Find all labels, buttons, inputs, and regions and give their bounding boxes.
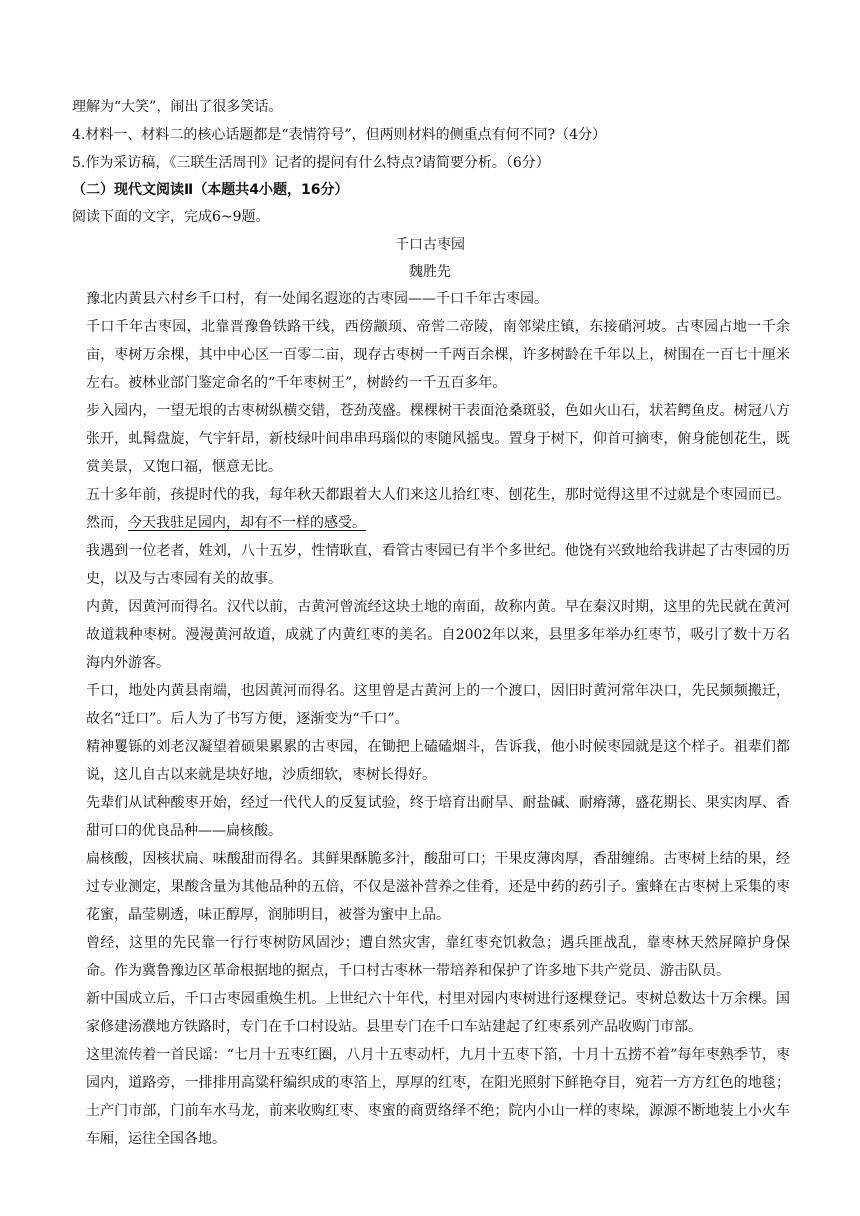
underlined-sentence: 今天我驻足园内，却有不一样的感受。 <box>128 515 366 531</box>
paragraph-with-underline <box>72 481 790 537</box>
question-5: 5.作为采访稿，《三联生活周刊》记者的提问有什么特点?请简要分析。（6分） <box>72 155 550 171</box>
paragraph: 新中国成立后，千口古枣园重焕生机。上世纪六十年代，村里对园内枣树进行逐棵登记。枣树总数达十万余棵。国家修建汤濮地方铁路时，专门在千口村设站。县里专门在千口车站建起了红枣系列产品收购门市部。 <box>86 991 790 1035</box>
paragraph-text: 五十多年前，孩提时代的我，每年秋天都跟着大人们来这儿拾红枣、刨花生，那时觉得这里不过就是个枣园而已。然而， <box>86 487 790 531</box>
section-heading: （二）现代文阅读Ⅱ（本题共4小题，16分） <box>72 182 349 198</box>
paragraph: 步入园内，一望无垠的古枣树纵横交错，苍劲茂盛。棵棵树干表面沧桑斑驳，色如火山石，状若鳄鱼皮。树冠八方张开，虬髯盘旋，气宇轩昂，新枝绿叶间串串玛瑙似的枣随风摇曳。置身于树下，仰首可摘枣，俯身能刨花生，既赏美景，又饱口福，惬意无比。 <box>86 403 790 475</box>
paragraph: 豫北内黄县六村乡千口村，有一处闻名遐迩的古枣园——千口千年古枣园。 <box>86 291 548 307</box>
paragraph: 我遇到一位老者，姓刘，八十五岁，性情耿直，看管古枣园已有半个多世纪。他饶有兴致地给我讲起了古枣园的历史，以及与古枣园有关的故事。 <box>86 543 790 587</box>
paragraph: 内黄，因黄河而得名。汉代以前，古黄河曾流经这块土地的南面，故称内黄。早在秦汉时期，这里的先民就在黄河故道栽种枣树。漫漫黄河故道，成就了内黄红枣的美名。自2002年以来，县里多年举办红枣节，吸引了数十万名海内外游客。 <box>86 599 790 671</box>
instruction: 阅读下面的文字，完成6~9题。 <box>72 209 270 225</box>
question-4: 4.材料一、材料二的核心话题都是“表情符号”，但两则材料的侧重点有何不同?（4分） <box>72 127 607 143</box>
paragraph: 曾经，这里的先民靠一行行枣树防风固沙；遭自然灾害，靠红枣充饥救急；遇兵匪战乱，靠枣林天然屏障护身保命。作为冀鲁豫边区革命根据地的据点，千口村古枣林一带培养和保护了许多地下共产党员、游击队员。 <box>86 935 790 979</box>
paragraph: 精神矍铄的刘老汉凝望着硕果累累的古枣园，在锄把上磕磕烟斗，告诉我，他小时候枣园就是这个样子。祖辈们都说，这儿自古以来就是块好地，沙质细软，枣树长得好。 <box>86 739 790 783</box>
paragraph: 先辈们从试种酸枣开始，经过一代代人的反复试验，终于培育出耐旱、耐盐碱、耐瘠薄，盛花期长、果实肉厚、香甜可口的优良品种——扁核酸。 <box>86 795 790 839</box>
article-title: 千口古枣园 <box>395 237 465 253</box>
article-body <box>72 285 790 1153</box>
question-3-tail: 理解为“大笑”，闹出了很多笑话。 <box>72 99 283 115</box>
paragraph: 千口，地处内黄县南端，也因黄河而得名。这里曾是古黄河上的一个渡口，因旧时黄河常年决口，先民频频搬迁，故名“迁口”。后人为了书写方便，逐渐变为“千口”。 <box>86 683 790 727</box>
paragraph: 这里流传着一首民谣：“七月十五枣红圈，八月十五枣动杆，九月十五枣下箔，十月十五捞不着”每年枣熟季节，枣园内，道路旁，一排排用高粱秆编织成的枣箔上，厚厚的红枣，在阳光照射下鲜艳夺目，宛若一方方红色的地毯；土产门市部，门前车水马龙，前来收购红枣、枣蜜的商贾络绎不绝；院内小山一样的枣垛，源源不断地装上小火车车厢，运往全国各地。 <box>86 1047 790 1147</box>
paragraph: 千口千年古枣园，北靠晋豫鲁铁路干线，西傍颛顼、帝喾二帝陵，南邻梁庄镇，东接硝河坡。古枣园占地一千余亩，枣树万余棵，其中中心区一百零二亩，现存古枣树一千两百余棵，许多树龄在千年以上，树围在一百七十厘米左右。被林业部门鉴定命名的“千年枣树王”，树龄约一千五百多年。 <box>86 319 790 391</box>
paragraph: 扁核酸，因核状扁、味酸甜而得名。其鲜果酥脆多汁，酸甜可口；干果皮薄肉厚，香甜缠绵。古枣树上结的果，经过专业测定，果酸含量为其他品种的五倍，不仅是滋补营养之佳肴，还是中药的药引子。蜜蜂在古枣树上采集的枣花蜜，晶莹剔透，味正醇厚，润肺明目，被誉为蜜中上品。 <box>86 851 790 923</box>
article-author: 魏胜先 <box>409 264 451 280</box>
